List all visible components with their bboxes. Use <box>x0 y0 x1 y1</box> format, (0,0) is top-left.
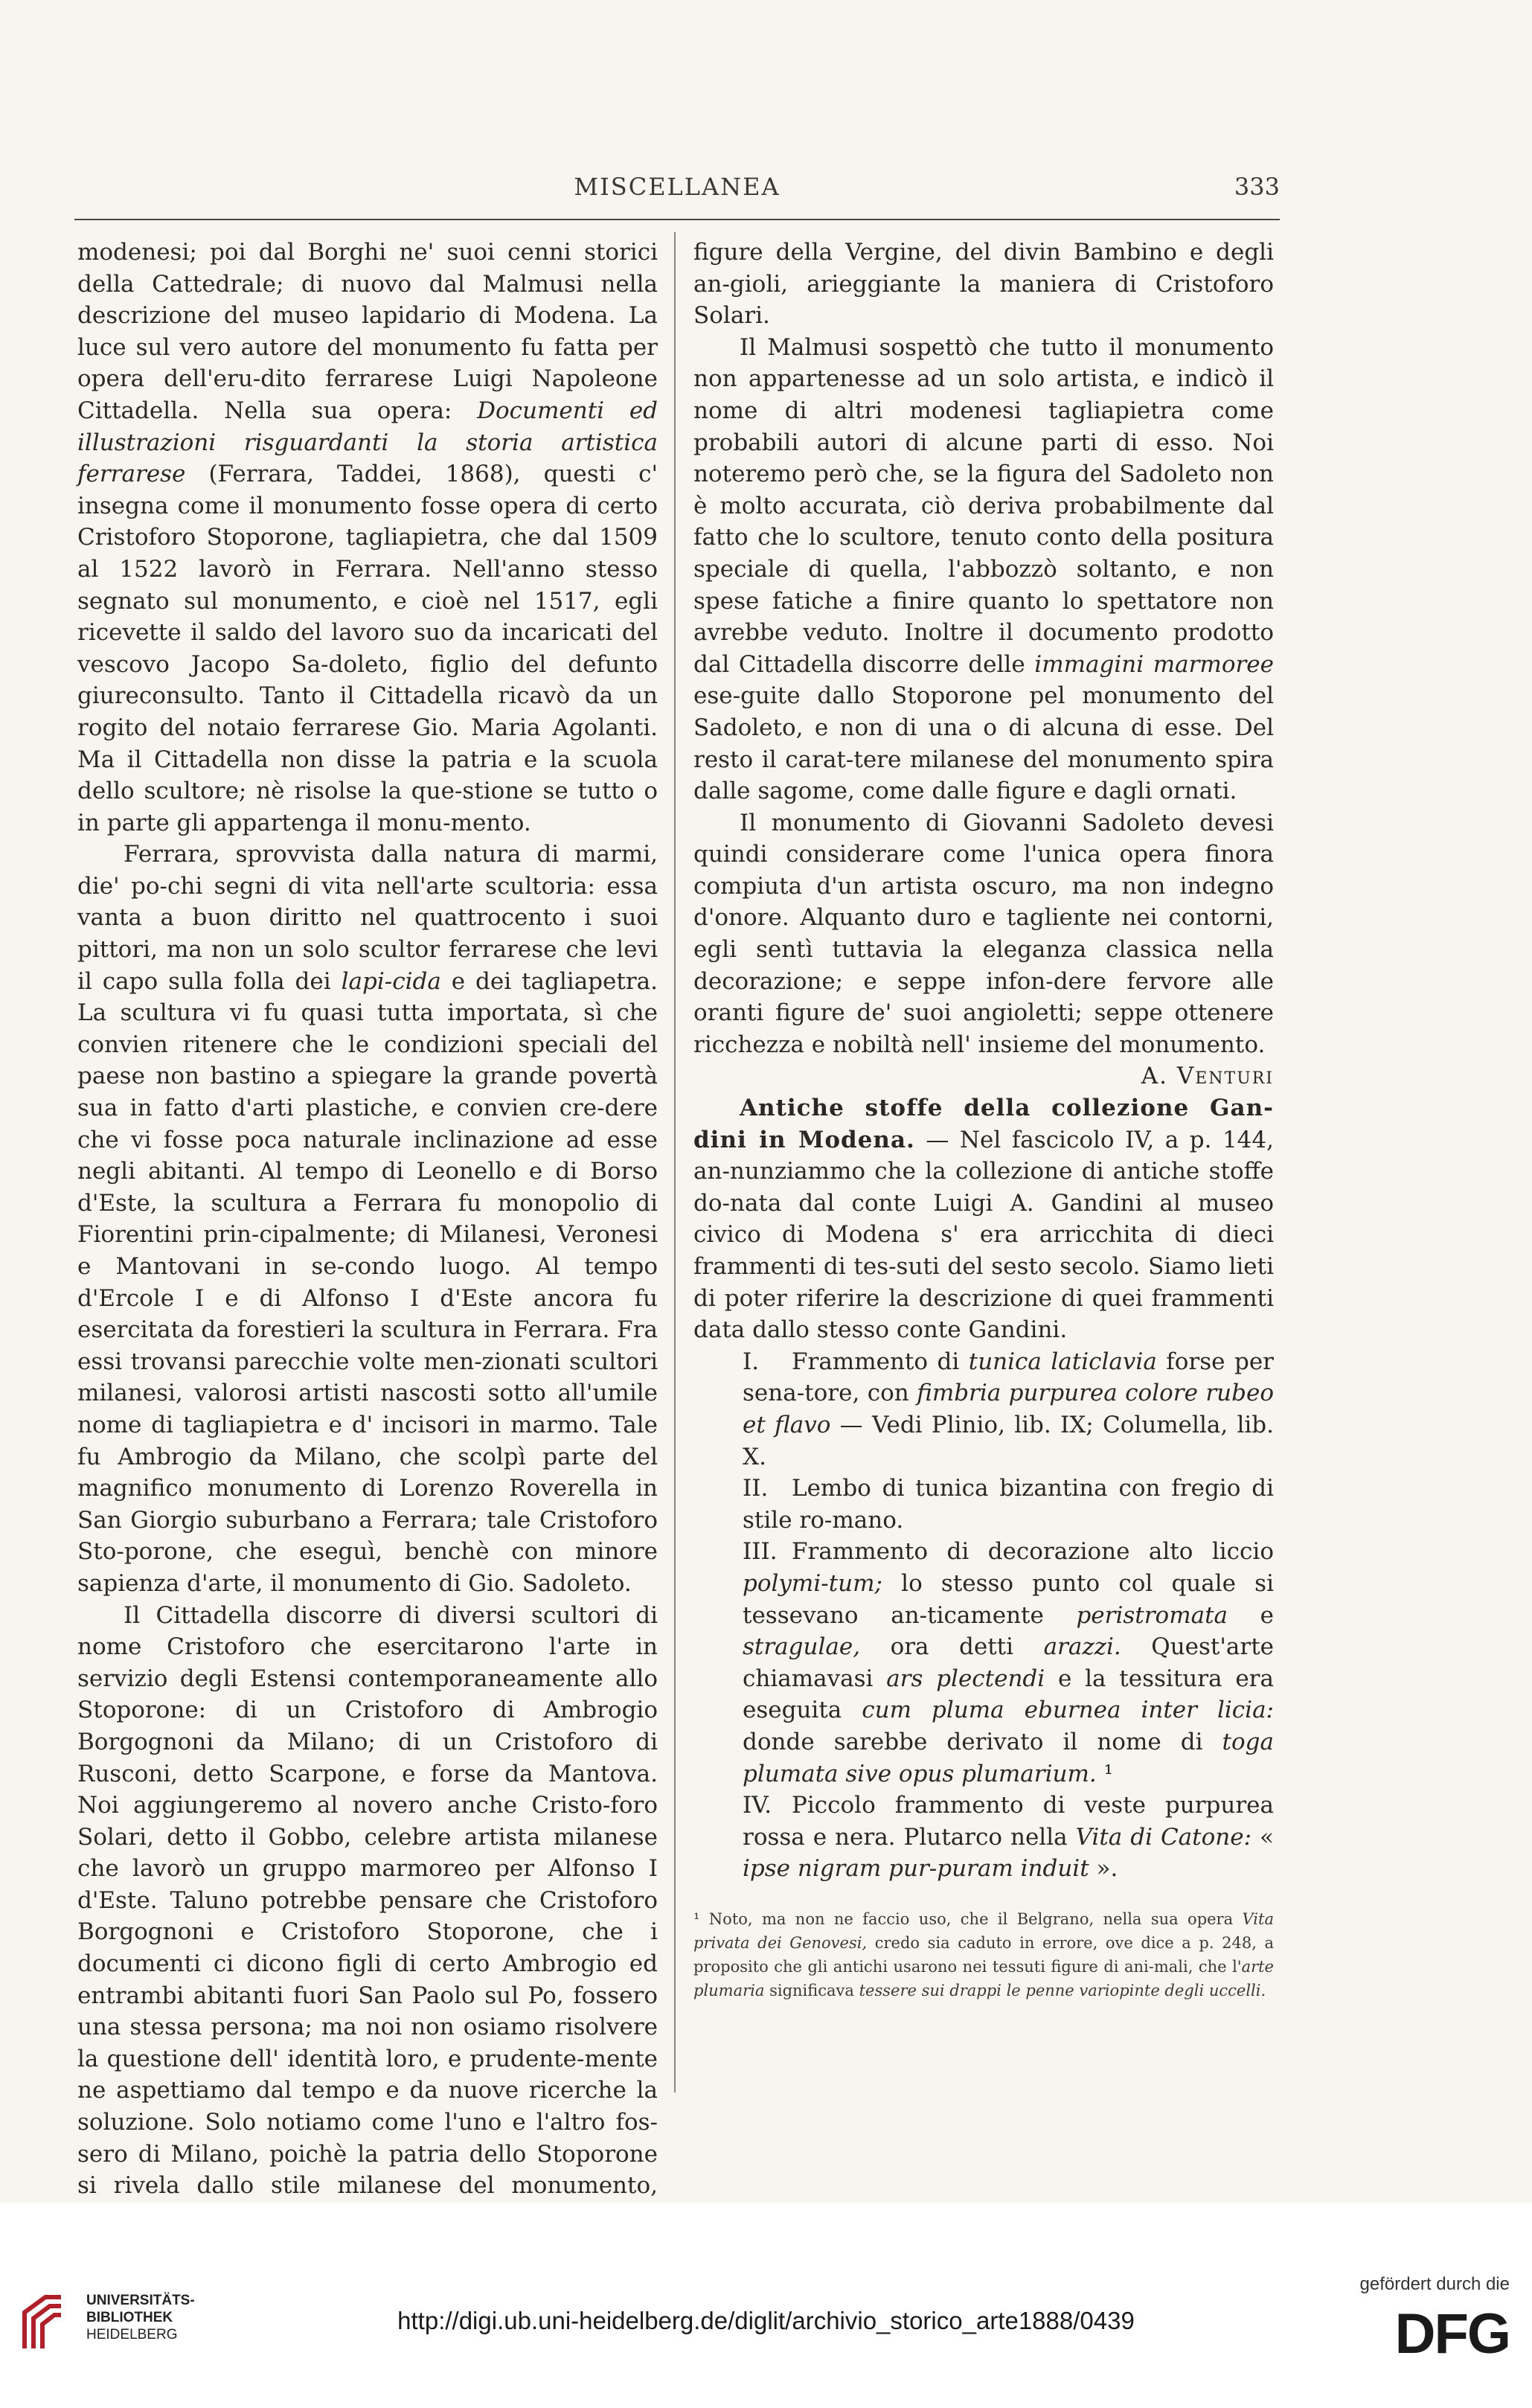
text-run: ¹ <box>1096 1760 1113 1787</box>
section-paragraph <box>693 1092 1274 1346</box>
italic-text: Vita privata dei Genovesi, <box>693 1909 1274 1952</box>
list-number: III. <box>743 1538 778 1566</box>
right-column <box>693 237 1274 2002</box>
italic-text: peristromata <box>1076 1601 1228 1629</box>
text-run: Il Malmusi sospettò che tutto il monumento non appartenesse ad un solo artista, e indicò il nome di altri modenesi tagliapietra come probabili autori di alcune parti di esso. Noi noteremo però che, se la figura del Sadoleto non è molto accurata, ciò deriva probabilmente dal fatto che lo scultore, tenuto conto della positura speciale di quella, l'abbozzò soltanto, e non spese fatiche a finire quanto lo spettatore non avrebbe veduto. Inoltre il documento prodotto dal Cittadella discorre delle <box>693 333 1274 678</box>
list-item <box>693 1473 1274 1536</box>
left-column <box>77 237 658 2233</box>
italic-text: polymi-tum; <box>743 1569 882 1597</box>
svg-text:DFG: DFG <box>1394 2302 1510 2360</box>
text-run: significava <box>764 1981 859 1999</box>
text-run: Quest'arte chiamavasi <box>743 1633 1274 1692</box>
text-run: modenesi; poi dal Borghi ne' suoi cenni storici della Cattedrale; di nuovo dal Malmusi nella descrizione del museo lapidario di Modena. La luce sul vero autore del monumento fu fatta per opera dell'eru-dito ferrarese Luigi Napoleone Cittadella. Nella sua opera: <box>77 239 658 424</box>
text-run: e la tessitura era eseguita <box>743 1665 1274 1724</box>
text-run: ese-guite dallo Stoporone pel monumento del Sadoleto, e non di una o di alcuna di esse. Del resto il carat-tere milanese del monumento spira dalle sagome, come dalle figure e dagli ornati. <box>693 682 1274 805</box>
paragraph <box>693 332 1274 807</box>
italic-text: Vita di Catone: <box>1075 1823 1252 1851</box>
text-run: donde sarebbe derivato il nome di <box>743 1728 1222 1755</box>
italic-text: immagini marmoree <box>1034 650 1274 678</box>
text-run: e <box>1228 1601 1274 1629</box>
italic-text: tessere sui drappi le penne variopinte degli uccelli. <box>859 1981 1266 1999</box>
page-number: 333 <box>1234 173 1280 201</box>
paragraph <box>693 807 1274 1061</box>
italic-text: ipse nigram pur-puram induit <box>743 1855 1089 1883</box>
italic-text: Documenti ed illustrazioni risguardanti la storia artistica ferrarese <box>77 397 658 488</box>
text-run: Piccolo frammento di veste purpurea rossa e nera. Plutarco nella <box>743 1792 1274 1851</box>
italic-text: fimbria purpurea colore rubeo et flavo <box>743 1380 1275 1438</box>
text-run: Il monumento di Giovanni Sadoleto devesi quindi considerare come l'unica opera finora compiuta d'un artista oscuro, ma non indegno d'onore. Alquanto duro e tagliente nei contorni, egli sentì tuttavia la eleganza classica nella decorazione; e seppe infon-dere fervore alle oranti figure de' suoi angioletti; seppe ottenere ricchezza e nobiltà nell' insieme del monumento. <box>693 809 1274 1058</box>
funding-note: gefördert durch die <box>1359 2274 1510 2294</box>
section-title: Antiche stoffe della collezione Gan-dini in Modena. <box>693 1095 1274 1153</box>
text-run: figure della Vergine, del divin Bambino e degli an-gioli, arieggiante la maniera di Cristoforo Solari. <box>693 239 1274 330</box>
text-run: credo sia caduto in errore, ove dice a p. 248, a proposito che gli antichi usarono nei tessuti figure di ani-mali, che l' <box>693 1933 1274 1976</box>
italic-text: toga plumata sive opus plumarium. <box>743 1728 1274 1787</box>
text-run: Frammento di decorazione alto liccio <box>792 1538 1274 1566</box>
italic-text: arte plumaria <box>693 1957 1274 1999</box>
text-run: forse per sena-tore, con <box>743 1348 1274 1407</box>
footer-bar <box>0 2203 1532 2408</box>
author-signature: A. Venturi <box>1141 1063 1274 1090</box>
italic-text: tunica laticlavia <box>968 1348 1157 1375</box>
text-run: lo stesso punto col quale si tessevano an-ticamente <box>743 1569 1274 1629</box>
library-name: UNIVERSITÄTS- BIBLIOTHEK HEIDELBERG <box>86 2293 195 2343</box>
italic-text: lapi-cida <box>341 967 441 995</box>
section-intro: — Nel fascicolo IV, a p. 144, an-nunziammo che la collezione di antiche stoffe do-nata dal conte Luigi A. Gandini al museo civico di Modena s' era arricchita di dieci frammenti di tes-suti del sesto secolo. Siamo lieti di poter riferire la descrizione di quei frammenti data dallo stesso conte Gandini. <box>693 1126 1274 1344</box>
source-url[interactable]: http://digi.ub.uni-heidelberg.de/diglit/archivio_storico_arte1888/0439 <box>397 2307 1135 2334</box>
italic-text: ars plectendi <box>886 1665 1045 1692</box>
running-header <box>74 173 1280 202</box>
fragment-list <box>693 1346 1274 1885</box>
list-number: II. <box>743 1475 769 1502</box>
text-run: ». <box>1089 1855 1118 1883</box>
paragraph <box>77 1600 658 2234</box>
paragraph <box>693 237 1274 332</box>
text-run: e dei tagliapetra. La scultura vi fu quasi tutta importata, sì che convien ritenere che le condizioni speciali del paese non bastino a spiegare la grande povertà sua in fatto d'arti plastiche, e convien cre-dere che vi fosse poca naturale inclinazione ad esse negli abitanti. Al tempo di Leonello e di Borso d'Este, la scultura a Ferrara fu monopolio di Fiorentini prin-cipalmente; di Milanesi, Veronesi e Mantovani in se-condo luogo. Al tempo d'Ercole I e di Alfonso I d'Este ancora fu esercitata da forestieri la scultura in Ferrara. Fra essi trovansi parecchie volte men-zionati scultori milanesi, valorosi artisti nascosti sotto all'umile nome di tagliapietra e d' incisori in marmo. Tale fu Ambrogio da Milano, che scolpì parte del magnifico monumento di Lorenzo Roverella in San Giorgio suburbano a Ferrara; tale Cristoforo Sto-porone, che eseguì, benchè con minore sapienza d'arte, il monumento di Gio. Sadoleto. <box>77 967 658 1597</box>
list-number: IV. <box>743 1792 772 1819</box>
italic-text: cum pluma eburnea inter licia: <box>862 1697 1275 1724</box>
list-item <box>693 1790 1274 1885</box>
text-run: Lembo di tunica bizantina con fregio di stile ro-mano. <box>743 1475 1274 1534</box>
text-run: Ferrara, sprovvista dalla natura di marmi, die' po-chi segni di vita nell'arte scultoria: essa vanta a buon diritto nel quattrocento i suoi pittori, ma non un solo scultor ferrarese che levi il capo sulla folla dei <box>77 841 658 995</box>
text-run: ¹ Noto, ma non ne faccio uso, che il Belgrano, nella sua opera <box>693 1909 1243 1928</box>
list-item <box>693 1536 1274 1790</box>
dfg-logo-icon <box>1368 2301 1510 2360</box>
paragraph <box>77 237 658 839</box>
italic-text: stragulae, <box>743 1633 861 1661</box>
italic-text: arazzi. <box>1043 1633 1121 1661</box>
running-title: MISCELLANEA <box>574 173 781 201</box>
text-run: « <box>1251 1823 1274 1851</box>
header-rule <box>74 219 1280 220</box>
text-run: (Ferrara, Taddei, 1868), questi c' insegna come il monumento fosse opera di certo Cristoforo Stoporone, tagliapietra, che dal 1509 al 1522 lavorò in Ferrara. Nell'anno stesso segnato sul monumento, e cioè nel 1517, egli ricevette il saldo del lavoro suo da incaricati del vescovo Jacopo Sa-doleto, figlio del defunto giureconsulto. Tanto il Cittadella ricavò da un rogito del notaio ferrarese Gio. Maria Agolanti. Ma il Cittadella non disse la patria e la scuola dello scultore; nè risolse la que-stione se tutto o in parte gli appartenga il monu-mento. <box>77 461 658 836</box>
column-divider <box>674 232 676 2092</box>
paragraph <box>77 839 658 1599</box>
list-item <box>693 1346 1274 1473</box>
text-run: Il Cittadella discorre di diversi scultori di nome Cristoforo che esercitarono l'arte in servizio degli Estensi contemporaneamente allo Stoporone: di un Cristoforo di Ambrogio Borgognoni da Milano; di un Cristoforo di Rusconi, detto Scarpone, e forse da Mantova. Noi aggiungeremo al novero anche Cristo-foro Solari, detto il Gobbo, celebre artista milanese che lavorò un gruppo marmoreo per Alfonso I d'Este. Taluno potrebbe pensare che Cristoforo Borgognoni e Cristoforo Stoporone, che i documenti ci dicono figli di certo Ambrogio ed entrambi abitanti fuori San Paolo sul Po, fossero una stessa persona; ma noi non osiamo risolvere la questione dell' identità loro, e prudente-mente ne aspettiamo dal tempo e da nuove ricerche la soluzione. Solo notiamo come l'uno e l'altro fos-sero di Milano, poichè la patria dello Stoporone si rivela dallo stile milanese del monumento, <box>77 1601 658 2200</box>
text-run: — Vedi Plinio, lib. IX; Columella, lib. X. <box>743 1411 1274 1470</box>
text-run: Frammento di <box>792 1348 969 1375</box>
text-run: ora detti <box>860 1633 1044 1661</box>
footnote <box>693 1907 1274 2002</box>
list-number: I. <box>743 1348 760 1375</box>
